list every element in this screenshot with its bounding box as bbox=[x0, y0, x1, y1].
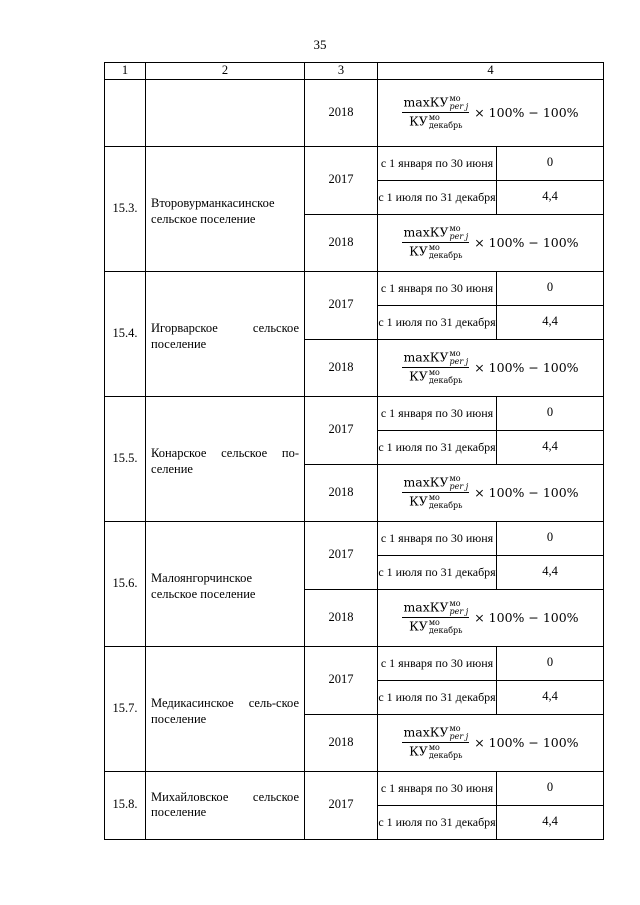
value-cell: 4,4 bbox=[497, 305, 604, 339]
year-cell: 2017 bbox=[305, 771, 378, 839]
formula-ku: КУ bbox=[409, 113, 428, 129]
formula-numerator bbox=[402, 475, 469, 493]
formula-denominator bbox=[409, 743, 462, 760]
formula-num-sub: per j bbox=[449, 607, 469, 617]
formula-ku: КУ bbox=[409, 243, 428, 259]
value-cell: 4,4 bbox=[497, 430, 604, 464]
table-row bbox=[105, 271, 604, 305]
formula-fraction bbox=[402, 475, 469, 510]
formula-fraction bbox=[402, 600, 469, 635]
row-number: 15.4. bbox=[105, 271, 146, 396]
value-cell: 0 bbox=[497, 771, 604, 805]
formula-den-sup: мо bbox=[428, 493, 440, 503]
formula-cell bbox=[378, 214, 604, 271]
formula-num-sub: per j bbox=[449, 732, 469, 742]
settlement-name: Малоянгорчинское сельское поселение bbox=[146, 521, 305, 646]
formula-tail: × 100% − 100% bbox=[474, 104, 579, 120]
value-cell: 4,4 bbox=[497, 680, 604, 714]
formula-tail: × 100% − 100% bbox=[474, 734, 579, 750]
year-cell: 2017 bbox=[305, 271, 378, 339]
formula-num-sup: мо bbox=[449, 474, 461, 484]
formula-num-sub: per j bbox=[449, 102, 469, 112]
row-number: 15.6. bbox=[105, 521, 146, 646]
formula-num-sup: мо bbox=[449, 724, 461, 734]
formula-ku: КУ bbox=[429, 474, 449, 490]
value-cell: 0 bbox=[497, 146, 604, 180]
formula-den-sub: декабрь bbox=[428, 376, 463, 386]
formula-tail: × 100% − 100% bbox=[474, 359, 579, 375]
period-cell: с 1 января по 30 июня bbox=[378, 271, 497, 305]
header-col-1: 1 bbox=[105, 63, 146, 80]
formula-numerator bbox=[402, 350, 469, 368]
settlement-name: Конарское сельское по-селение bbox=[146, 396, 305, 521]
period-cell: с 1 января по 30 июня bbox=[378, 771, 497, 805]
period-cell: с 1 июля по 31 декабря bbox=[378, 805, 497, 839]
row-number bbox=[105, 79, 146, 146]
period-cell: с 1 января по 30 июня bbox=[378, 521, 497, 555]
header-col-2: 2 bbox=[146, 63, 305, 80]
tariff-table bbox=[104, 62, 604, 840]
row-number: 15.3. bbox=[105, 146, 146, 271]
formula-den-sup: мо bbox=[428, 368, 440, 378]
formula-denominator bbox=[409, 493, 462, 510]
formula-cell bbox=[378, 714, 604, 771]
formula-cell bbox=[378, 589, 604, 646]
year-cell: 2018 bbox=[305, 589, 378, 646]
formula-max: max bbox=[403, 349, 430, 365]
formula-num-sup: мо bbox=[449, 94, 461, 104]
period-cell: с 1 июля по 31 декабря bbox=[378, 680, 497, 714]
value-cell: 4,4 bbox=[497, 805, 604, 839]
header-col-4: 4 bbox=[378, 63, 604, 80]
formula-den-sub: декабрь bbox=[428, 121, 463, 131]
value-cell: 0 bbox=[497, 396, 604, 430]
row-number: 15.7. bbox=[105, 646, 146, 771]
table-row bbox=[105, 396, 604, 430]
formula-num-sub: per j bbox=[449, 357, 469, 367]
formula-den-sub: декабрь bbox=[428, 501, 463, 511]
formula-fraction bbox=[402, 225, 469, 260]
period-cell: с 1 июля по 31 декабря bbox=[378, 180, 497, 214]
formula-denominator bbox=[409, 618, 462, 635]
formula-num-sup: мо bbox=[449, 349, 461, 359]
formula-denominator bbox=[409, 113, 462, 130]
formula-ku: КУ bbox=[429, 599, 449, 615]
formula-max: max bbox=[403, 94, 430, 110]
value-cell: 0 bbox=[497, 521, 604, 555]
formula-ku: КУ bbox=[429, 224, 449, 240]
formula-num-sup: мо bbox=[449, 599, 461, 609]
formula-den-sup: мо bbox=[428, 113, 440, 123]
row-number: 15.5. bbox=[105, 396, 146, 521]
header-col-3: 3 bbox=[305, 63, 378, 80]
period-cell: с 1 января по 30 июня bbox=[378, 146, 497, 180]
formula-numerator bbox=[402, 725, 469, 743]
year-cell: 2018 bbox=[305, 464, 378, 521]
formula-ku: КУ bbox=[409, 618, 428, 634]
formula-tail: × 100% − 100% bbox=[474, 484, 579, 500]
formula-num-sub: per j bbox=[449, 482, 469, 492]
period-cell: с 1 июля по 31 декабря bbox=[378, 555, 497, 589]
formula-ku: КУ bbox=[429, 349, 449, 365]
formula-den-indices bbox=[429, 619, 463, 635]
formula-den-indices bbox=[429, 114, 463, 130]
period-cell: с 1 января по 30 июня bbox=[378, 646, 497, 680]
formula bbox=[402, 725, 578, 760]
formula-numerator bbox=[402, 225, 469, 243]
formula-ku: КУ bbox=[429, 724, 449, 740]
formula bbox=[402, 350, 578, 385]
table-row bbox=[105, 521, 604, 555]
formula-den-sub: декабрь bbox=[428, 626, 463, 636]
formula-tail: × 100% − 100% bbox=[474, 609, 579, 625]
formula-num-indices bbox=[450, 475, 469, 491]
formula-den-sup: мо bbox=[428, 618, 440, 628]
year-cell: 2017 bbox=[305, 146, 378, 214]
year-cell: 2018 bbox=[305, 79, 378, 146]
header-row bbox=[105, 63, 604, 80]
formula-numerator bbox=[402, 600, 469, 618]
formula bbox=[402, 600, 578, 635]
year-cell: 2017 bbox=[305, 646, 378, 714]
table-row bbox=[105, 646, 604, 680]
formula-denominator bbox=[409, 243, 462, 260]
table-row bbox=[105, 79, 604, 146]
formula-den-indices bbox=[429, 744, 463, 760]
formula-numerator bbox=[402, 95, 469, 113]
formula-ku: КУ bbox=[409, 493, 428, 509]
year-cell: 2017 bbox=[305, 521, 378, 589]
formula-den-sup: мо bbox=[428, 743, 440, 753]
formula-max: max bbox=[403, 474, 430, 490]
table-row bbox=[105, 146, 604, 180]
formula-fraction bbox=[402, 725, 469, 760]
formula bbox=[402, 475, 578, 510]
settlement-name: Игорварское сельское поселение bbox=[146, 271, 305, 396]
formula-fraction bbox=[402, 95, 469, 130]
formula-ku: КУ bbox=[409, 368, 428, 384]
settlement-name: Медикасинское сель-ское поселение bbox=[146, 646, 305, 771]
year-cell: 2018 bbox=[305, 339, 378, 396]
period-cell: с 1 июля по 31 декабря bbox=[378, 430, 497, 464]
formula-den-sub: декабрь bbox=[428, 751, 463, 761]
formula-denominator bbox=[409, 368, 462, 385]
period-cell: с 1 июля по 31 декабря bbox=[378, 305, 497, 339]
row-number: 15.8. bbox=[105, 771, 146, 839]
formula-cell bbox=[378, 79, 604, 146]
formula-cell bbox=[378, 339, 604, 396]
value-cell: 4,4 bbox=[497, 180, 604, 214]
settlement-name bbox=[146, 79, 305, 146]
formula-den-indices bbox=[429, 244, 463, 260]
formula-den-sup: мо bbox=[428, 243, 440, 253]
formula-den-indices bbox=[429, 369, 463, 385]
year-cell: 2017 bbox=[305, 396, 378, 464]
formula-num-indices bbox=[450, 95, 469, 111]
formula-max: max bbox=[403, 599, 430, 615]
formula-num-indices bbox=[450, 350, 469, 366]
formula-num-indices bbox=[450, 725, 469, 741]
formula-num-sub: per j bbox=[449, 232, 469, 242]
formula-fraction bbox=[402, 350, 469, 385]
value-cell: 0 bbox=[497, 646, 604, 680]
value-cell: 4,4 bbox=[497, 555, 604, 589]
formula-tail: × 100% − 100% bbox=[474, 234, 579, 250]
year-cell: 2018 bbox=[305, 714, 378, 771]
settlement-name: Второвурманкасинское сельское поселение bbox=[146, 146, 305, 271]
formula-num-indices bbox=[450, 600, 469, 616]
formula-max: max bbox=[403, 224, 430, 240]
formula-ku: КУ bbox=[429, 94, 449, 110]
formula-max: max bbox=[403, 724, 430, 740]
formula bbox=[402, 225, 578, 260]
formula-ku: КУ bbox=[409, 743, 428, 759]
formula-num-sup: мо bbox=[449, 224, 461, 234]
value-cell: 0 bbox=[497, 271, 604, 305]
formula-den-indices bbox=[429, 494, 463, 510]
formula bbox=[402, 95, 578, 130]
year-cell: 2018 bbox=[305, 214, 378, 271]
table-row bbox=[105, 771, 604, 805]
formula-cell bbox=[378, 464, 604, 521]
page-number: 35 bbox=[313, 37, 327, 52]
settlement-name: Михайловское сельское поселение bbox=[146, 771, 305, 839]
period-cell: с 1 января по 30 июня bbox=[378, 396, 497, 430]
formula-den-sub: декабрь bbox=[428, 251, 463, 261]
formula-num-indices bbox=[450, 225, 469, 241]
